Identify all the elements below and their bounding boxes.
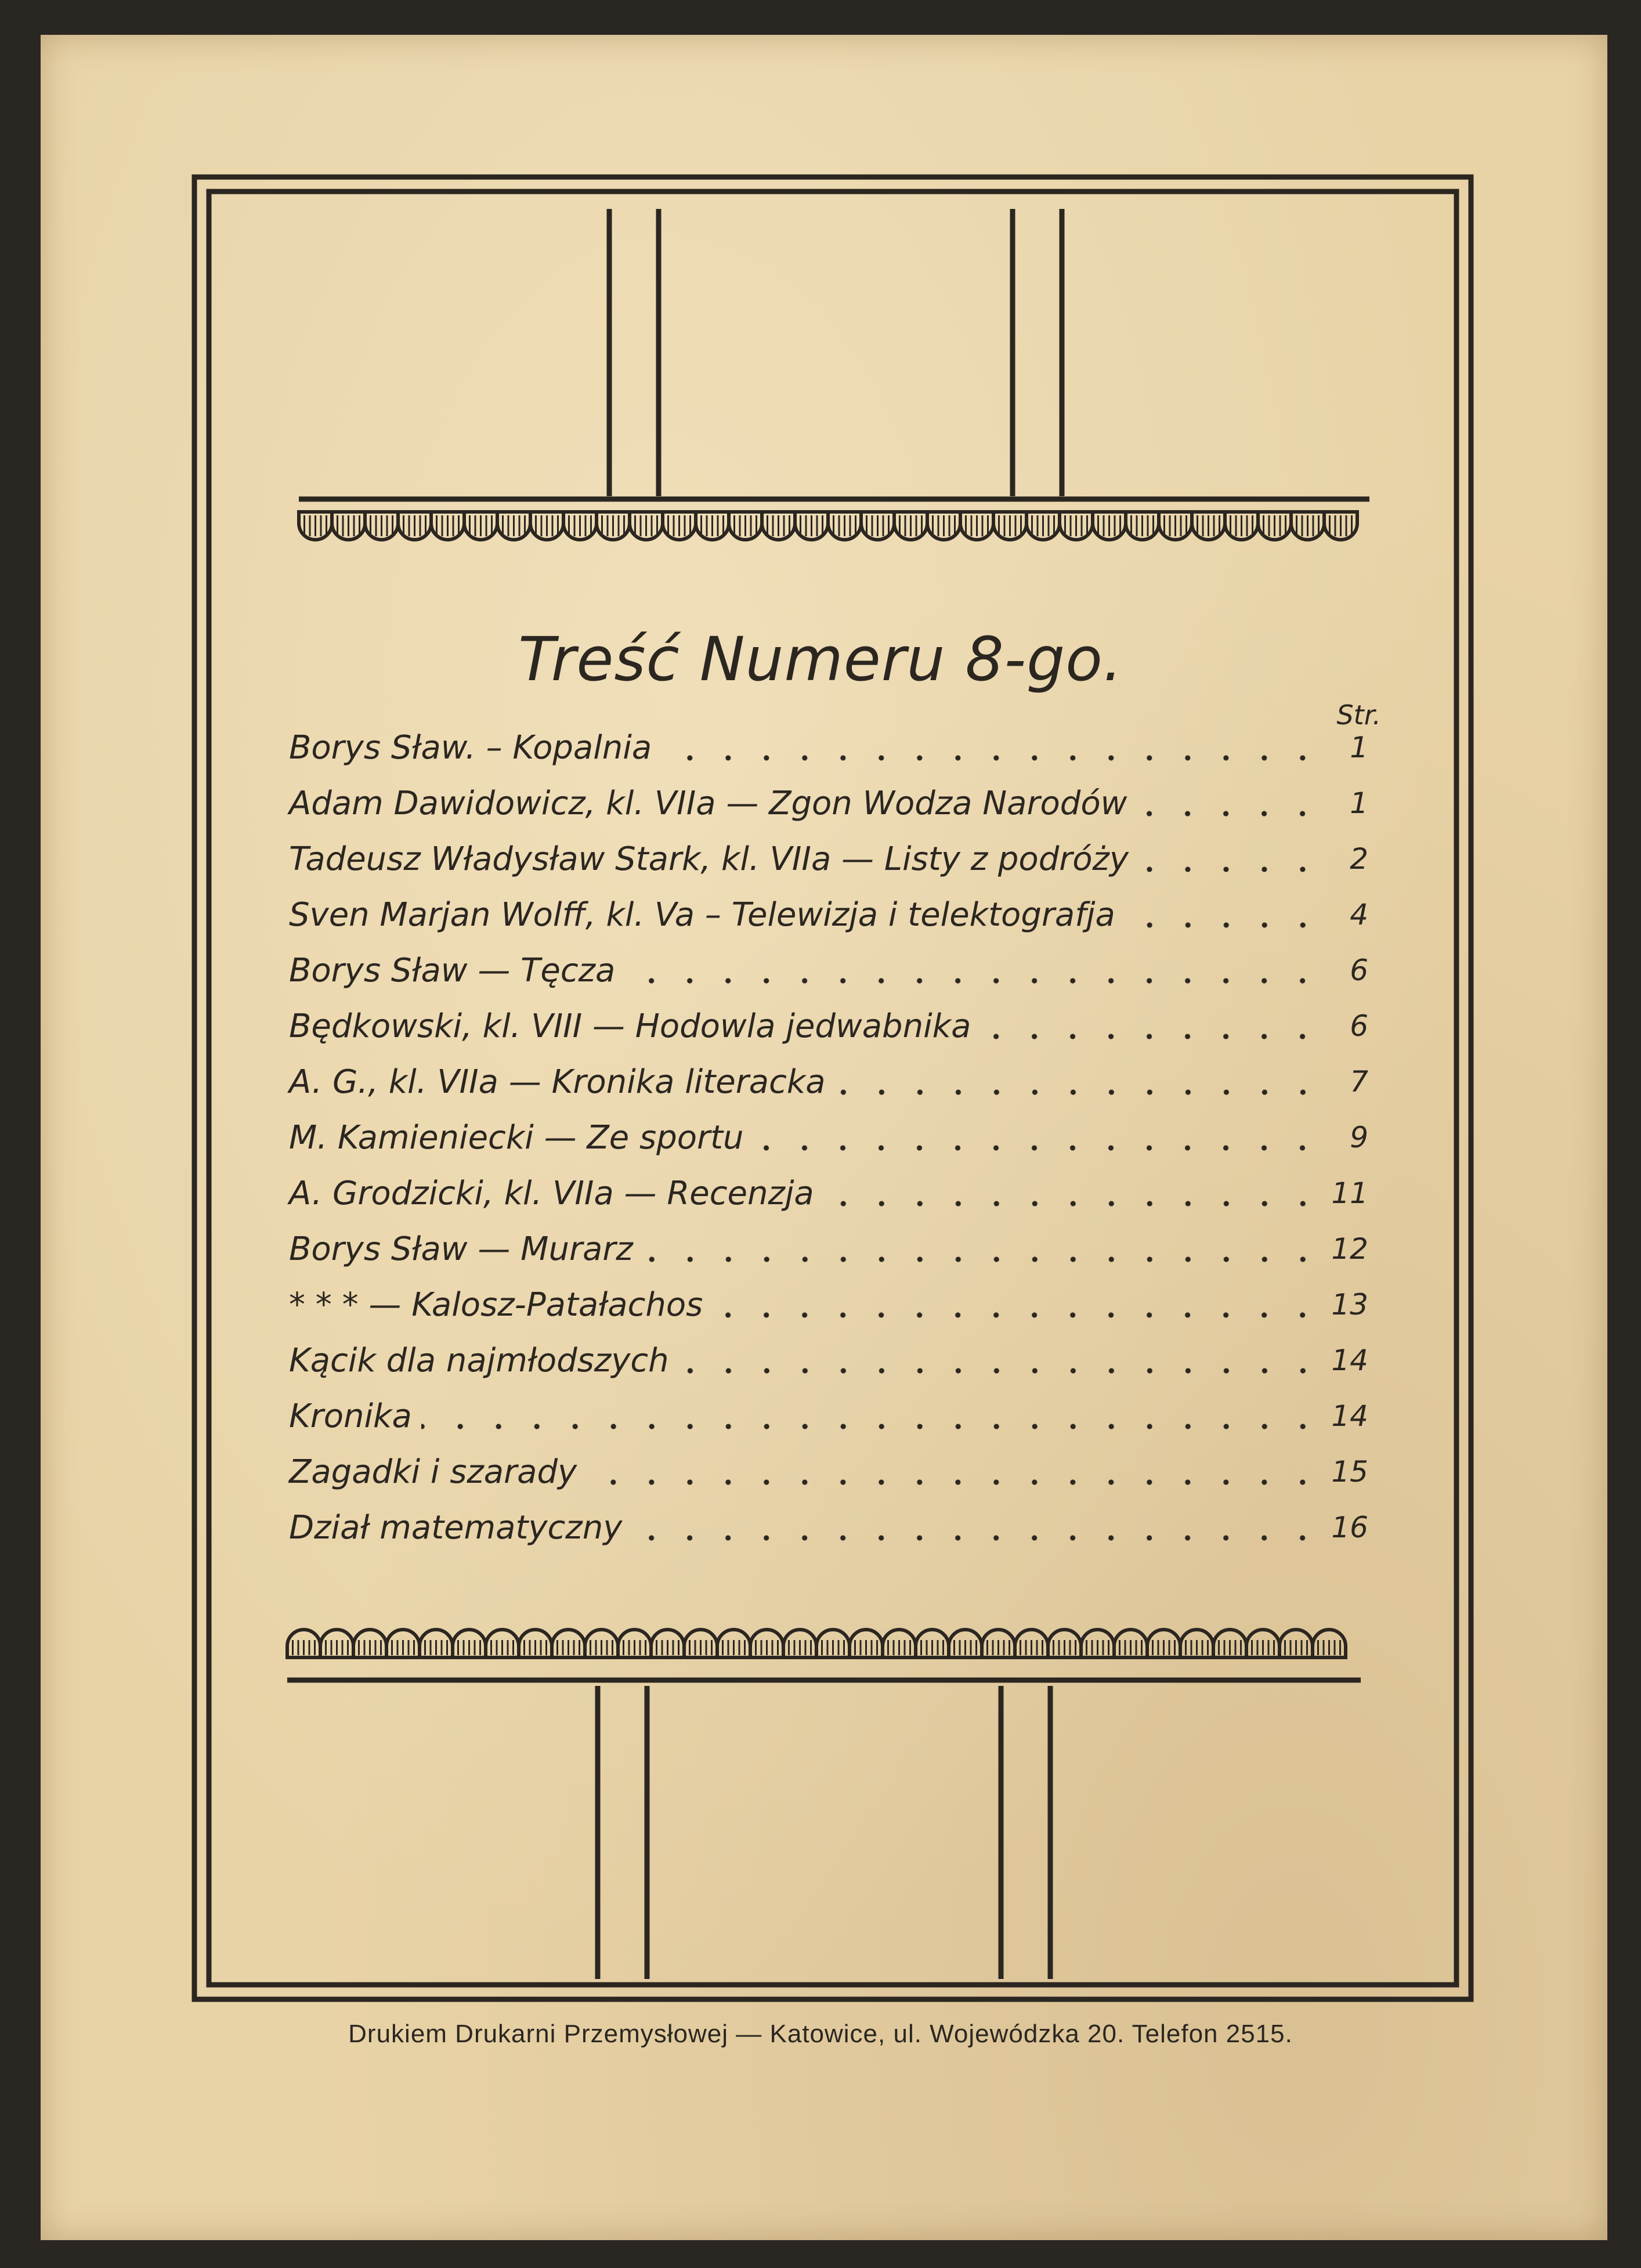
toc-entry-page: 12: [1331, 1232, 1368, 1266]
toc-leader-dots: [823, 1201, 1322, 1207]
toc-leader-dots: [631, 1535, 1322, 1541]
toc-entry-title: Kronika: [289, 1397, 412, 1435]
toc-entry: [289, 1165, 1368, 1221]
toc-entry: [289, 887, 1368, 942]
toc-entry: [289, 1500, 1368, 1555]
fringe-ornament-top: [299, 512, 1357, 540]
fringe-ornament-bottom: [287, 1630, 1346, 1657]
toc-entry-page: 4: [1350, 898, 1368, 931]
toc-entry: [289, 942, 1368, 998]
toc-leader-dots: [712, 1312, 1322, 1318]
toc-entry-page: 9: [1350, 1121, 1368, 1154]
toc-entry-title: Borys Sław. – Kopalnia: [289, 728, 652, 767]
toc-leader-dots: [586, 1479, 1322, 1485]
toc-entry: [289, 1332, 1368, 1388]
toc-entry-page: 16: [1331, 1511, 1368, 1544]
toc-entry-title: Kącik dla najmłodszych: [289, 1341, 669, 1379]
toc-entry-title: Borys Sław — Murarz: [289, 1230, 633, 1268]
toc-leader-dots: [661, 755, 1322, 761]
toc-leader-dots: [421, 1424, 1322, 1429]
table-of-contents: [289, 720, 1368, 1555]
toc-entry: [289, 998, 1368, 1054]
toc-entry-title: A. Grodzicki, kl. VIIa — Recenzja: [289, 1174, 814, 1212]
toc-entry-page: 1: [1350, 731, 1368, 764]
toc-entry-page: 7: [1350, 1065, 1368, 1099]
toc-leader-dots: [753, 1145, 1322, 1151]
toc-entry-page: 2: [1350, 842, 1368, 876]
toc-entry: [289, 1444, 1368, 1500]
toc-entry-page: 1: [1350, 786, 1368, 820]
toc-entry-title: Adam Dawidowicz, kl. VIIa — Zgon Wodza Narodów: [289, 784, 1127, 822]
toc-leader-dots: [624, 978, 1322, 984]
toc-entry-title: Borys Sław — Tęcza: [289, 951, 616, 989]
toc-leader-dots: [1125, 922, 1322, 928]
toc-entry-page: 14: [1331, 1344, 1368, 1377]
page-column-label: Str.: [1336, 699, 1381, 731]
toc-leader-dots: [678, 1368, 1322, 1374]
toc-entry: [289, 1221, 1368, 1277]
toc-entry: [289, 831, 1368, 887]
toc-entry: [289, 1277, 1368, 1332]
toc-leader-dots: [835, 1089, 1322, 1095]
toc-entry-page: 15: [1331, 1455, 1368, 1489]
toc-entry-page: 11: [1331, 1176, 1368, 1210]
toc-entry-title: Sven Marjan Wolff, kl. Va – Telewizja i telektografja: [289, 895, 1115, 934]
toc-entry: [289, 775, 1368, 831]
toc-entry-title: Będkowski, kl. VIII — Hodowla jedwabnika: [289, 1007, 971, 1045]
toc-entry-title: Zagadki i szarady: [289, 1453, 577, 1491]
toc-entry: [289, 1388, 1368, 1444]
printer-footer: Drukiem Drukarni Przemysłowej — Katowice, ul. Wojewódzka 20. Telefon 2515.: [348, 2020, 1293, 2048]
toc-entry-title: A. G., kl. VIIa — Kronika literacka: [289, 1063, 826, 1101]
toc-entry-page: 6: [1350, 1009, 1368, 1043]
toc-leader-dots: [980, 1034, 1322, 1039]
toc-entry-page: 13: [1331, 1288, 1368, 1321]
toc-entry-title: * * * — Kalosz-Patałachos: [289, 1285, 703, 1324]
toc-entry: [289, 720, 1368, 775]
toc-entry: [289, 1054, 1368, 1110]
toc-entry-title: Dział matematyczny: [289, 1508, 623, 1547]
toc-entry-page: 6: [1350, 954, 1368, 987]
toc-entry: [289, 1110, 1368, 1165]
page-title: Treść Numeru 8-go.: [518, 624, 1123, 695]
toc-entry-title: M. Kamieniecki — Ze sportu: [289, 1118, 744, 1157]
toc-leader-dots: [1138, 866, 1322, 872]
toc-leader-dots: [642, 1256, 1322, 1262]
toc-entry-page: 14: [1331, 1399, 1368, 1433]
toc-leader-dots: [1136, 811, 1322, 817]
toc-entry-title: Tadeusz Władysław Stark, kl. VIIa — Listy z podróży: [289, 840, 1129, 878]
